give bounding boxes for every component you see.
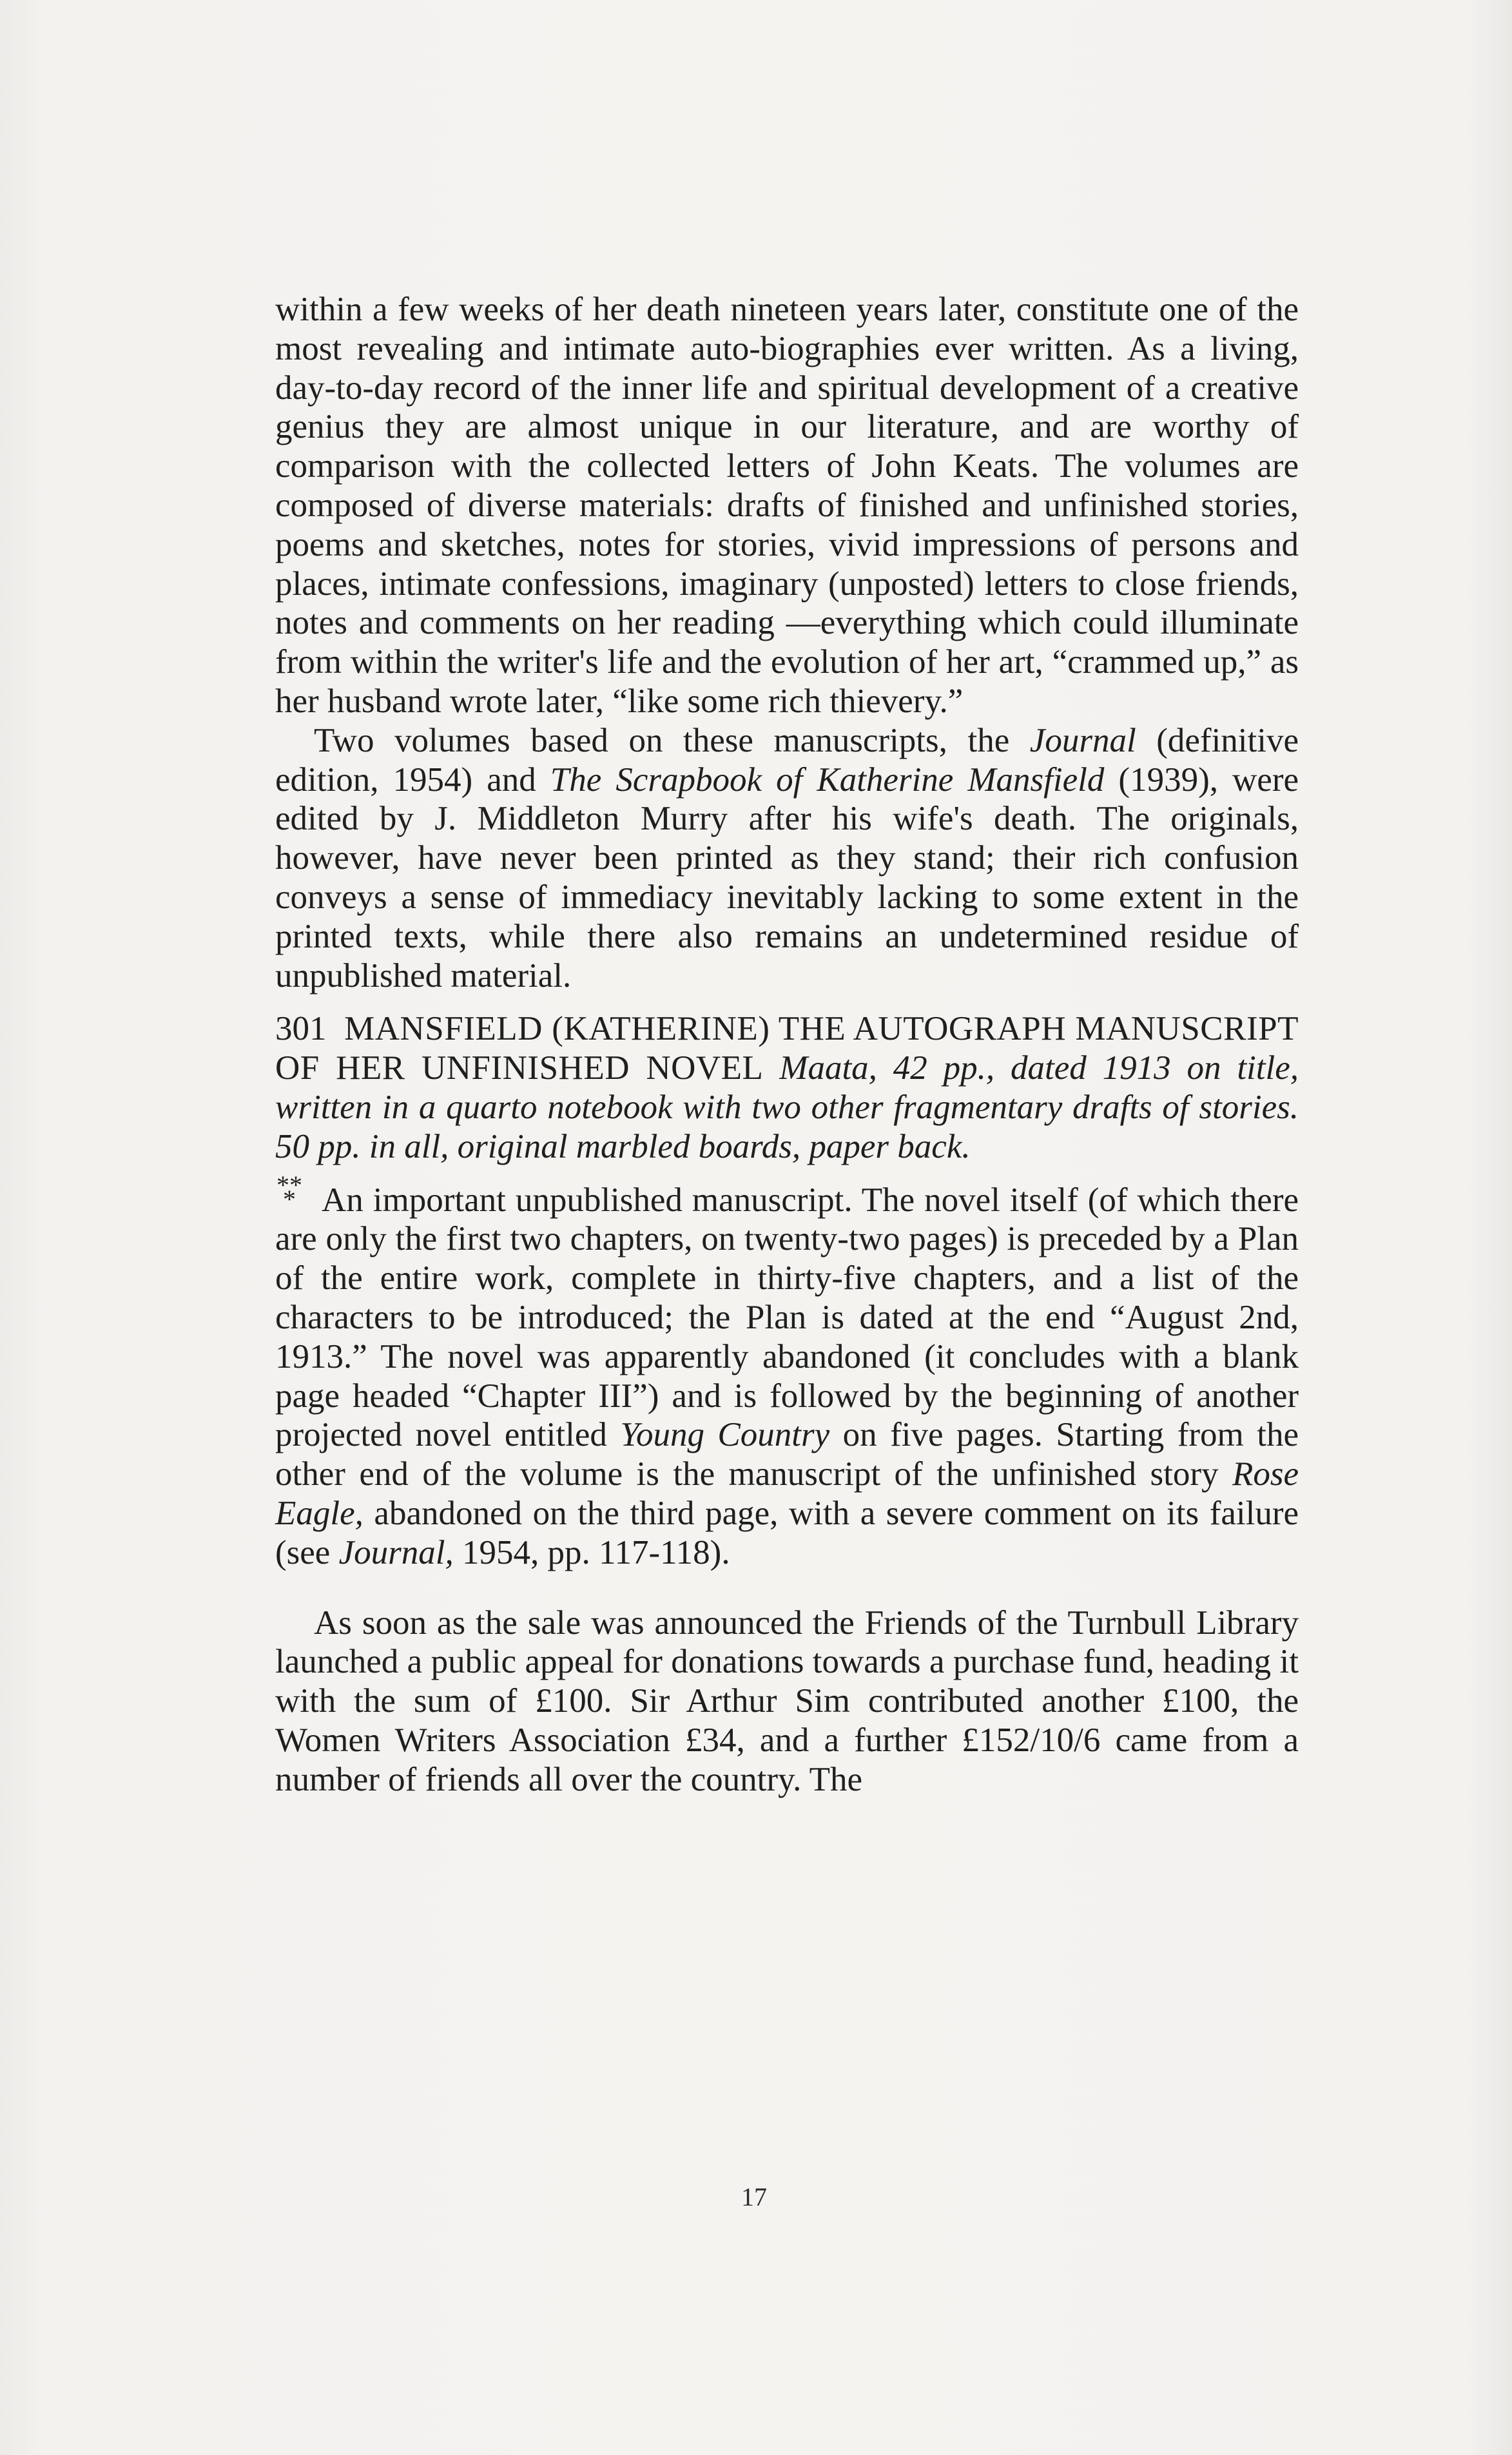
young-country-title: Young Country [620, 1416, 830, 1454]
paragraph-volumes-text-1: Two volumes based on these manuscripts, the [314, 721, 1030, 759]
entry-note-text-2: on five pages. Starting from the other end of the volume is the manuscript of the unfinished story [275, 1416, 1299, 1493]
body-text [275, 290, 1299, 1799]
paragraph-volumes-text-3: (1939), were edited by J. Middleton Murry after his wife's death. The originals, however, have never been printed as they stand; their rich confusion conveys a sense of immediacy inevitably lacking to some extent in the printed texts, while there also remains an undetermined residue of unpublished material. [275, 761, 1299, 995]
entry-note [275, 1170, 1299, 1573]
entry-note-text-1: An important unpublished manuscript. The novel itself (of which there are only the first two chapters, on twenty-two pages) is preceded by a Plan of the entire work, complete in thirty-five chapters, and a list of the characters to be introduced; the Plan is dated at the end “August 2nd, 1913.” The novel was apparently abandoned (it concludes with a blank page headed “Chapter III”) and is followed by the beginning of another projected novel entitled [275, 1181, 1299, 1454]
journal-reference: Journal, [338, 1533, 454, 1571]
paragraph-appeal: As soon as the sale was announced the Friends of the Turnbull Library launched a public appeal for donations towards a purchase fund, heading it with the sum of £100. Sir Arthur Sim contributed another £100, the Women Writers Association £34, and a further £152/10/6 came from a number of friends all over the country. The [275, 1604, 1299, 1798]
paragraph-continuation: within a few weeks of her death nineteen years later, constitute one of the most revealing and intimate auto-biographies ever written. As a living, day-to-day record of the inner life and spiritual development of a creative genius they are almost unique in our literature, and are worthy of comparison with the collected letters of John Keats. The volumes are composed of diverse materials: drafts of finished and unfinished stories, poems and sketches, notes for stories, vivid impressions of persons and places, intimate confessions, imaginary (unposted) letters to close friends, notes and comments on her reading —everything which could illuminate from within the writer's life and the evolution of her art, “crammed up,” as her husband wrote later, “like some rich thievery.” [275, 291, 1299, 720]
rose-eagle-title: Rose Eagle, [275, 1455, 1299, 1532]
entry-note-text-3: abandoned on the third page, with a severe comment on its failure (see [275, 1494, 1299, 1571]
page-number: 17 [741, 2182, 767, 2211]
journal-title: Journal [1029, 721, 1136, 759]
catalogue-entry [275, 1009, 1299, 1166]
entry-title: MANSFIELD (KATHERINE) THE AUTOGRAPH MANUSCRIPT OF HER UNFINISHED NOVEL [275, 1010, 1299, 1087]
entry-note-text-4: 1954, pp. 117-118). [453, 1533, 730, 1571]
paragraph-volumes-text-2: (definitive edition, 1954) and [275, 721, 1299, 799]
entry-description: Maata, 42 pp., dated 1913 on title, written in a quarto notebook with two other fragmentary drafts of stories. 50 pp. in all, original marbled boards, paper back. [275, 1049, 1299, 1165]
paragraph-volumes [275, 721, 1299, 996]
scrapbook-title: The Scrapbook of Katherine Mansfield [550, 761, 1105, 799]
asterism-icon: * * * [276, 1170, 302, 1214]
entry-number: 301 [275, 1010, 327, 1048]
